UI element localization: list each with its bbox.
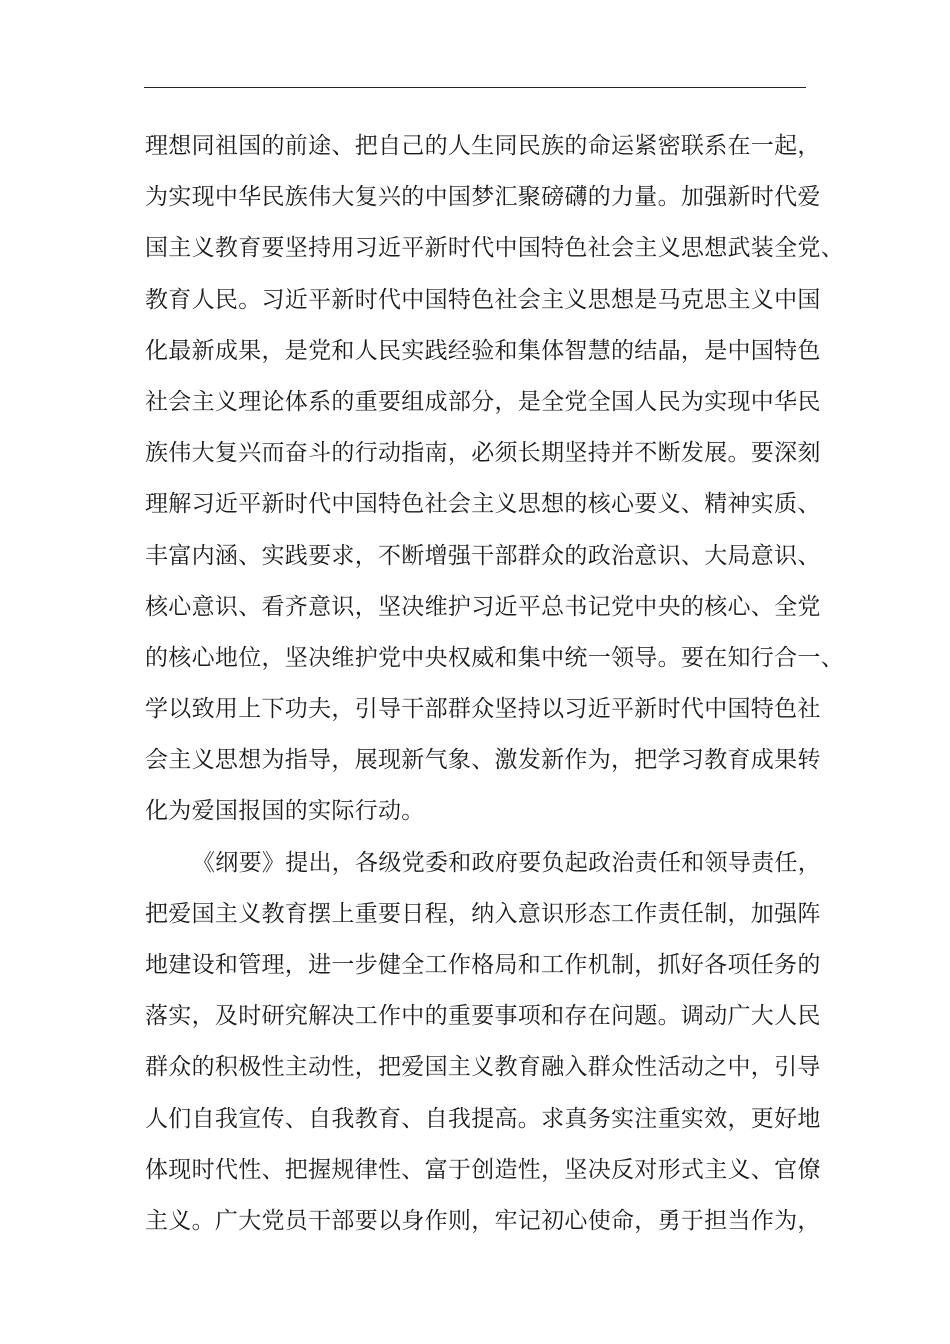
text-line: 主义。广大党员干部要以身作则，牢记初心使命，勇于担当作为，: [145, 1207, 821, 1234]
text-line: 落实，及时研究解决工作中的重要事项和存在问题。调动广大人民: [145, 1003, 821, 1030]
header-rule: [144, 87, 806, 88]
text-line: 地建设和管理，进一步健全工作格局和工作机制，抓好各项任务的: [145, 952, 821, 978]
text-line: 体现时代性、把握规律性、富于创造性，坚决反对形式主义、官僚: [145, 1156, 821, 1183]
text-line: 丰富内涵、实践要求，不断增强干部群众的政治意识、大局意识、: [145, 542, 821, 569]
text-line: 的核心地位，坚决维护党中央权威和集中统一领导。要在知行合一、: [145, 644, 844, 671]
text-line: 核心意识、看齐意识，坚决维护习近平总书记党中央的核心、全党: [145, 593, 821, 620]
text-line: 理解习近平新时代中国特色社会主义思想的核心要义、精神实质、: [145, 491, 821, 518]
text-line: 教育人民。习近平新时代中国特色社会主义思想是马克思主义中国: [145, 286, 821, 313]
text-line: 化最新成果，是党和人民实践经验和集体智慧的结晶，是中国特色: [145, 337, 821, 364]
body-text: [145, 121, 844, 1247]
text-line: 把爱国主义教育摆上重要日程，纳入意识形态工作责任制，加强阵: [145, 900, 821, 927]
text-line: 学以致用上下功夫，引导干部群众坚持以习近平新时代中国特色社: [145, 696, 821, 723]
text-line: 群众的积极性主动性，把爱国主义教育融入群众性活动之中，引导: [145, 1054, 821, 1081]
text-line: 族伟大复兴而奋斗的行动指南，必须长期坚持并不断发展。要深刻: [145, 440, 821, 467]
text-line: 化为爱国报国的实际行动。: [145, 798, 425, 825]
text-line: 《纲要》提出，各级党委和政府要负起政治责任和领导责任，: [192, 849, 822, 876]
text-line: 社会主义理论体系的重要组成部分，是全党全国人民为实现中华民: [145, 388, 821, 415]
text-line: 为实现中华民族伟大复兴的中国梦汇聚磅礴的力量。加强新时代爱: [145, 184, 821, 211]
text-line: 理想同祖国的前途、把自己的人生同民族的命运紧密联系在一起，: [145, 133, 821, 159]
text-line: 人们自我宣传、自我教育、自我提高。求真务实注重实效，更好地: [145, 1105, 821, 1132]
text-line: 会主义思想为指导，展现新气象、激发新作为，把学习教育成果转: [145, 747, 821, 774]
text-line: 国主义教育要坚持用习近平新时代中国特色社会主义思想武装全党、: [145, 235, 844, 262]
